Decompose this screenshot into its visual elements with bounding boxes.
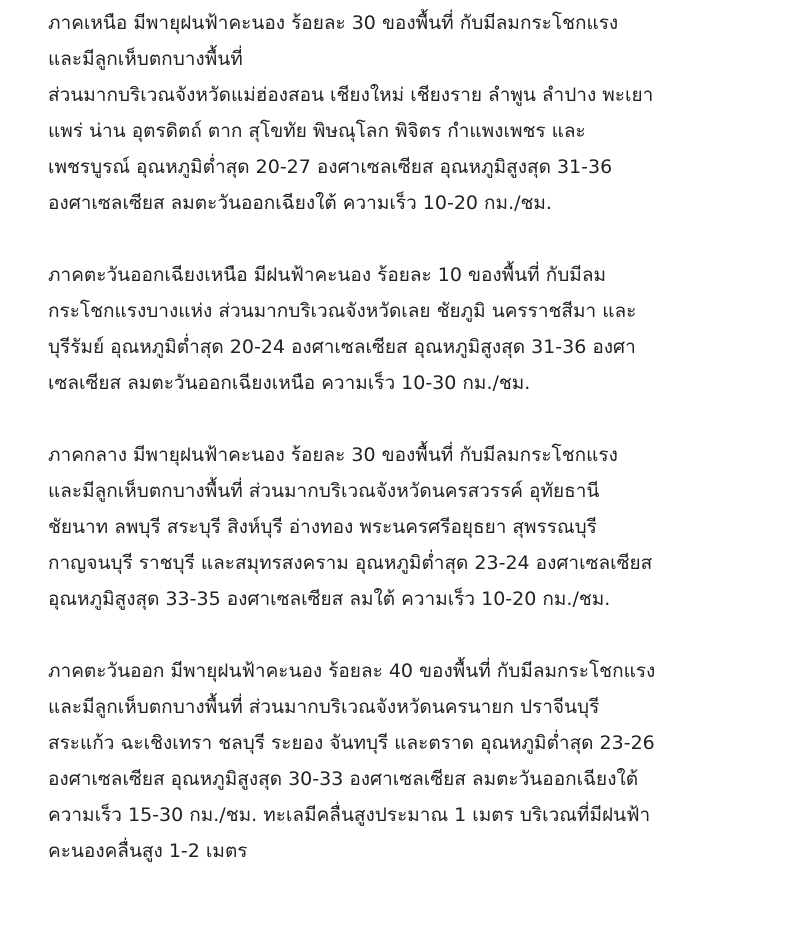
text-line: คะนองคลื่นสูง 1-2 เมตร [48,840,248,862]
paragraph-central [48,437,800,617]
text-line: กระโชกแรงบางแห่ง ส่วนมากบริเวณจังหวัดเลย ชัยภูมิ นครราชสีมา และ [48,300,637,322]
paragraph-northeast [48,257,800,401]
text-line: และมีลูกเห็บตกบางพื้นที่ ส่วนมากบริเวณจังหวัดนครสวรรค์ อุทัยธานี [48,480,600,502]
text-line: ภาคตะวันออก มีพายุฝนฟ้าคะนอง ร้อยละ 40 ของพื้นที่ กับมีลมกระโชกแรง [48,660,656,682]
text-line: อุณหภูมิสูงสุด 33-35 องศาเซลเซียส ลมใต้ ความเร็ว 10-20 กม./ชม. [48,588,611,610]
text-line: และมีลูกเห็บตกบางพื้นที่ [48,48,243,70]
paragraph-north [48,5,800,221]
text-line: ส่วนมากบริเวณจังหวัดแม่ฮ่องสอน เชียงใหม่ เชียงราย ลำพูน ลำปาง พะเยา [48,84,654,106]
text-line: ความเร็ว 15-30 กม./ชม. ทะเลมีคลื่นสูงประมาณ 1 เมตร บริเวณที่มีฝนฟ้า [48,804,651,826]
text-line: แพร่ น่าน อุตรดิตถ์ ตาก สุโขทัย พิษณุโลก พิจิตร กำแพงเพชร และ [48,120,586,142]
text-line: กาญจนบุรี ราชบุรี และสมุทรสงคราม อุณหภูมิต่ำสุด 23-24 องศาเซลเซียส [48,552,653,574]
text-line: ภาคกลาง มีพายุฝนฟ้าคะนอง ร้อยละ 30 ของพื้นที่ กับมีลมกระโชกแรง [48,444,618,466]
text-line: ภาคเหนือ มีพายุฝนฟ้าคะนอง ร้อยละ 30 ของพื้นที่ กับมีลมกระโชกแรง [48,12,619,34]
paragraph-spacer [48,221,800,257]
text-line: เซลเซียส ลมตะวันออกเฉียงเหนือ ความเร็ว 10-30 กม./ชม. [48,372,531,394]
text-line: เพชรบูรณ์ อุณหภูมิต่ำสุด 20-27 องศาเซลเซียส อุณหภูมิสูงสุด 31-36 [48,156,613,178]
text-line: องศาเซลเซียส อุณหภูมิสูงสุด 30-33 องศาเซลเซียส ลมตะวันออกเฉียงใต้ [48,768,639,790]
paragraph-spacer [48,617,800,653]
text-line: ภาคตะวันออกเฉียงเหนือ มีฝนฟ้าคะนอง ร้อยละ 10 ของพื้นที่ กับมีลม [48,264,606,286]
paragraph-spacer [48,401,800,437]
paragraph-east [48,653,800,869]
text-line: บุรีรัมย์ อุณหภูมิต่ำสุด 20-24 องศาเซลเซียส อุณหภูมิสูงสุด 31-36 องศา [48,336,636,358]
text-line: ชัยนาท ลพบุรี สระบุรี สิงห์บุรี อ่างทอง พระนครศรีอยุธยา สุพรรณบุรี [48,516,597,538]
text-line: และมีลูกเห็บตกบางพื้นที่ ส่วนมากบริเวณจังหวัดนครนายก ปราจีนบุรี [48,696,600,718]
text-line: องศาเซลเซียส ลมตะวันออกเฉียงใต้ ความเร็ว 10-20 กม./ชม. [48,192,552,214]
text-line: สระแก้ว ฉะเชิงเทรา ชลบุรี ระยอง จันทบุรี และตราด อุณหภูมิต่ำสุด 23-26 [48,732,655,754]
